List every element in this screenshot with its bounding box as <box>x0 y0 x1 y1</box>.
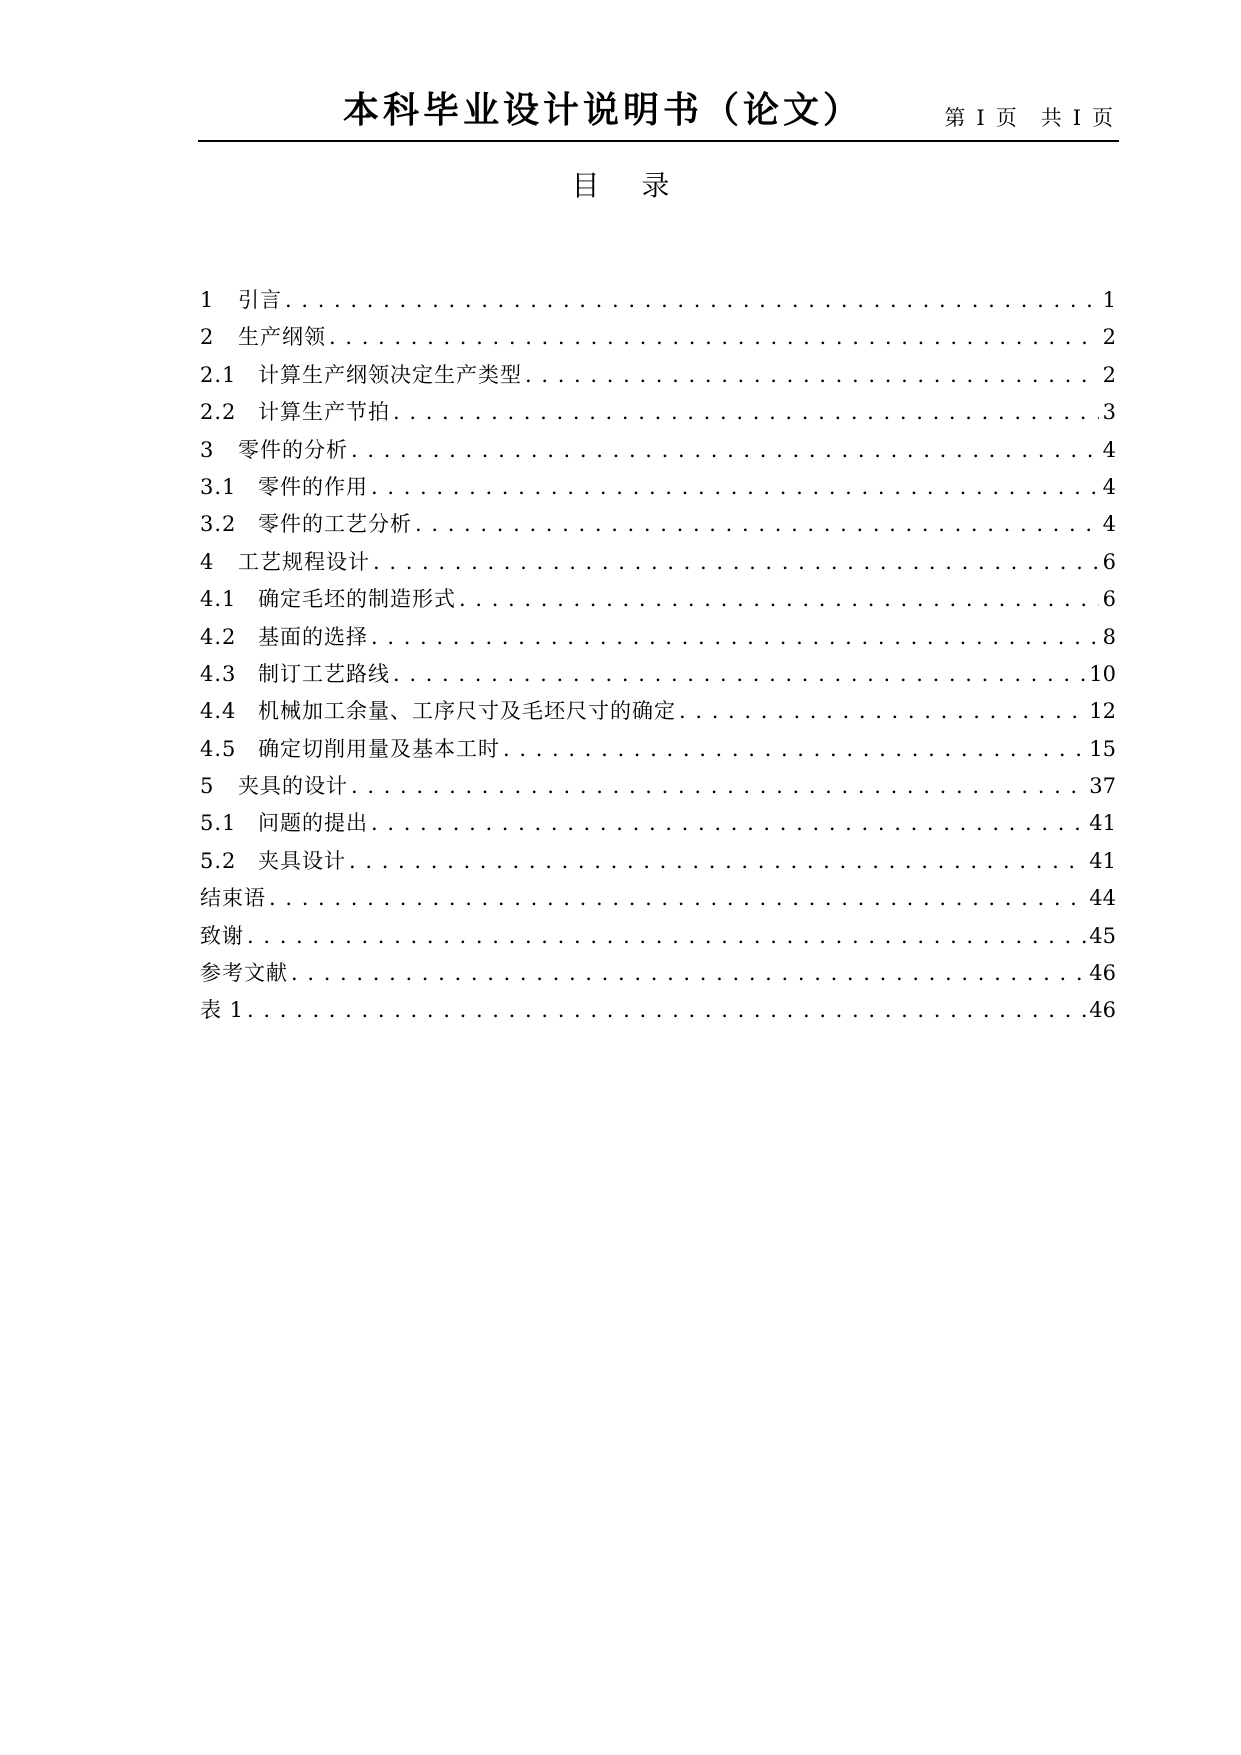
toc-entry[interactable] <box>200 843 1116 880</box>
toc-leader-dots <box>415 506 1099 543</box>
toc-leader-dots <box>269 880 1086 917</box>
page-label-ye-total: 页 <box>1092 106 1113 130</box>
toc-entry-page: 44 <box>1089 886 1116 911</box>
toc-entry-title: 结束语 <box>200 886 266 911</box>
toc-entry-title: 工艺规程设计 <box>238 549 370 574</box>
toc-leader-dots <box>329 319 1099 356</box>
toc-entry-title: 确定切削用量及基本工时 <box>258 736 500 761</box>
toc-entry-page: 15 <box>1089 736 1116 761</box>
toc-entry[interactable] <box>200 693 1116 730</box>
toc-entry-title: 机械加工余量、工序尺寸及毛坯尺寸的确定 <box>258 699 676 724</box>
toc-leader-dots <box>679 693 1086 730</box>
toc-entry-title: 零件的工艺分析 <box>258 512 412 537</box>
toc-entry-number: 5.2 <box>200 848 237 873</box>
toc-entry-number: 2 <box>200 325 215 350</box>
toc-leader-dots <box>291 955 1086 992</box>
toc-entry-page: 41 <box>1089 811 1116 836</box>
toc-leader-dots <box>349 843 1086 880</box>
toc-entry-page: 2 <box>1102 362 1116 387</box>
toc-leader-dots <box>373 544 1099 581</box>
toc-entry[interactable] <box>200 544 1116 581</box>
toc-leader-dots <box>459 581 1099 618</box>
page-current: I <box>976 106 985 130</box>
toc-entry[interactable] <box>200 357 1116 394</box>
toc-entry[interactable] <box>200 619 1116 656</box>
toc-heading-char-2: 录 <box>641 169 670 202</box>
toc-entry[interactable] <box>200 656 1116 693</box>
toc-entry-page: 4 <box>1102 437 1116 462</box>
toc-entry-number: 3 <box>200 437 215 462</box>
toc-entry[interactable] <box>200 880 1116 917</box>
toc-leader-dots <box>503 731 1086 768</box>
toc-leader-dots <box>247 918 1086 955</box>
toc-entry-title: 夹具设计 <box>258 848 346 873</box>
toc-entry-page: 12 <box>1089 699 1116 724</box>
toc-entry-title: 零件的分析 <box>238 437 348 462</box>
toc-entry-number: 4.2 <box>200 624 237 649</box>
toc-entry-title: 问题的提出 <box>258 811 368 836</box>
toc-entry-title: 夹具的设计 <box>238 774 348 799</box>
document-title: 本科毕业设计说明书（论文） <box>343 90 864 131</box>
toc-entry[interactable] <box>200 394 1116 431</box>
page-label-di: 第 <box>944 106 966 130</box>
toc-entry-page: 46 <box>1089 998 1116 1023</box>
toc-entry-page: 4 <box>1102 474 1116 499</box>
toc-entry[interactable] <box>200 992 1116 1029</box>
toc-entry[interactable] <box>200 319 1116 356</box>
toc-entry[interactable] <box>200 768 1116 805</box>
toc-entry-number: 4.5 <box>200 736 237 761</box>
toc-entry-page: 10 <box>1089 661 1116 686</box>
toc-heading <box>0 166 1241 206</box>
toc-entry-number: 1 <box>200 288 215 312</box>
toc-entry-number: 5 <box>200 774 215 799</box>
toc-entry-title: 计算生产纲领决定生产类型 <box>258 362 522 387</box>
toc-leader-dots <box>393 394 1099 431</box>
toc-leader-dots <box>371 469 1099 506</box>
page-label-ye: 页 <box>995 106 1017 130</box>
table-of-contents <box>200 282 1116 1030</box>
toc-entry-page: 4 <box>1102 512 1116 537</box>
toc-entry-page: 2 <box>1102 325 1116 350</box>
toc-entry-title: 计算生产节拍 <box>258 400 390 425</box>
toc-entry-number: 3.1 <box>200 474 237 499</box>
toc-entry[interactable] <box>200 955 1116 992</box>
toc-entry[interactable] <box>200 506 1116 543</box>
toc-entry-number: 2.2 <box>200 400 237 425</box>
page-total: I <box>1072 106 1081 130</box>
toc-leader-dots <box>393 656 1086 693</box>
toc-leader-dots <box>247 992 1086 1029</box>
toc-entry-page: 6 <box>1102 587 1116 612</box>
toc-leader-dots <box>371 619 1099 656</box>
page-label-gong: 共 <box>1040 106 1062 130</box>
toc-entry[interactable] <box>200 432 1116 469</box>
toc-entry-title: 引言 <box>238 288 282 312</box>
toc-entry[interactable] <box>200 282 1116 319</box>
toc-entry-page: 1 <box>1102 288 1116 312</box>
toc-entry[interactable] <box>200 469 1116 506</box>
toc-entry-number: 4 <box>200 549 215 574</box>
toc-entry-page: 6 <box>1102 549 1116 574</box>
page-header <box>198 88 1119 142</box>
toc-entry-page: 45 <box>1089 923 1116 948</box>
toc-heading-char-1: 目 <box>571 169 600 202</box>
toc-entry-title: 制订工艺路线 <box>258 661 390 686</box>
toc-entry-page: 41 <box>1089 848 1116 873</box>
page-indicator <box>933 104 1113 132</box>
toc-entry-page: 37 <box>1089 774 1116 799</box>
toc-entry-title: 基面的选择 <box>258 624 368 649</box>
toc-entry-number: 5.1 <box>200 811 237 836</box>
toc-entry-title: 确定毛坯的制造形式 <box>258 587 456 612</box>
toc-entry[interactable] <box>200 918 1116 955</box>
toc-entry-number: 3.2 <box>200 512 237 537</box>
toc-entry-title: 零件的作用 <box>258 474 368 499</box>
toc-entry-title: 表 1 <box>200 998 245 1023</box>
toc-entry-number: 4.3 <box>200 661 237 686</box>
toc-entry-page: 3 <box>1102 400 1116 425</box>
toc-entry-title: 致谢 <box>200 923 244 948</box>
toc-entry[interactable] <box>200 581 1116 618</box>
toc-entry[interactable] <box>200 805 1116 842</box>
toc-leader-dots <box>351 432 1099 469</box>
toc-entry-title: 参考文献 <box>200 961 288 986</box>
toc-leader-dots <box>371 805 1086 842</box>
toc-entry[interactable] <box>200 731 1116 768</box>
toc-leader-dots <box>525 357 1099 394</box>
toc-entry-number: 4.1 <box>200 587 237 612</box>
toc-entry-number: 2.1 <box>200 362 237 387</box>
toc-entry-number: 4.4 <box>200 699 237 724</box>
toc-entry-title: 生产纲领 <box>238 325 326 350</box>
toc-leader-dots <box>285 282 1099 319</box>
toc-entry-page: 46 <box>1089 961 1116 986</box>
toc-entry-page: 8 <box>1102 624 1116 649</box>
toc-leader-dots <box>351 768 1086 805</box>
